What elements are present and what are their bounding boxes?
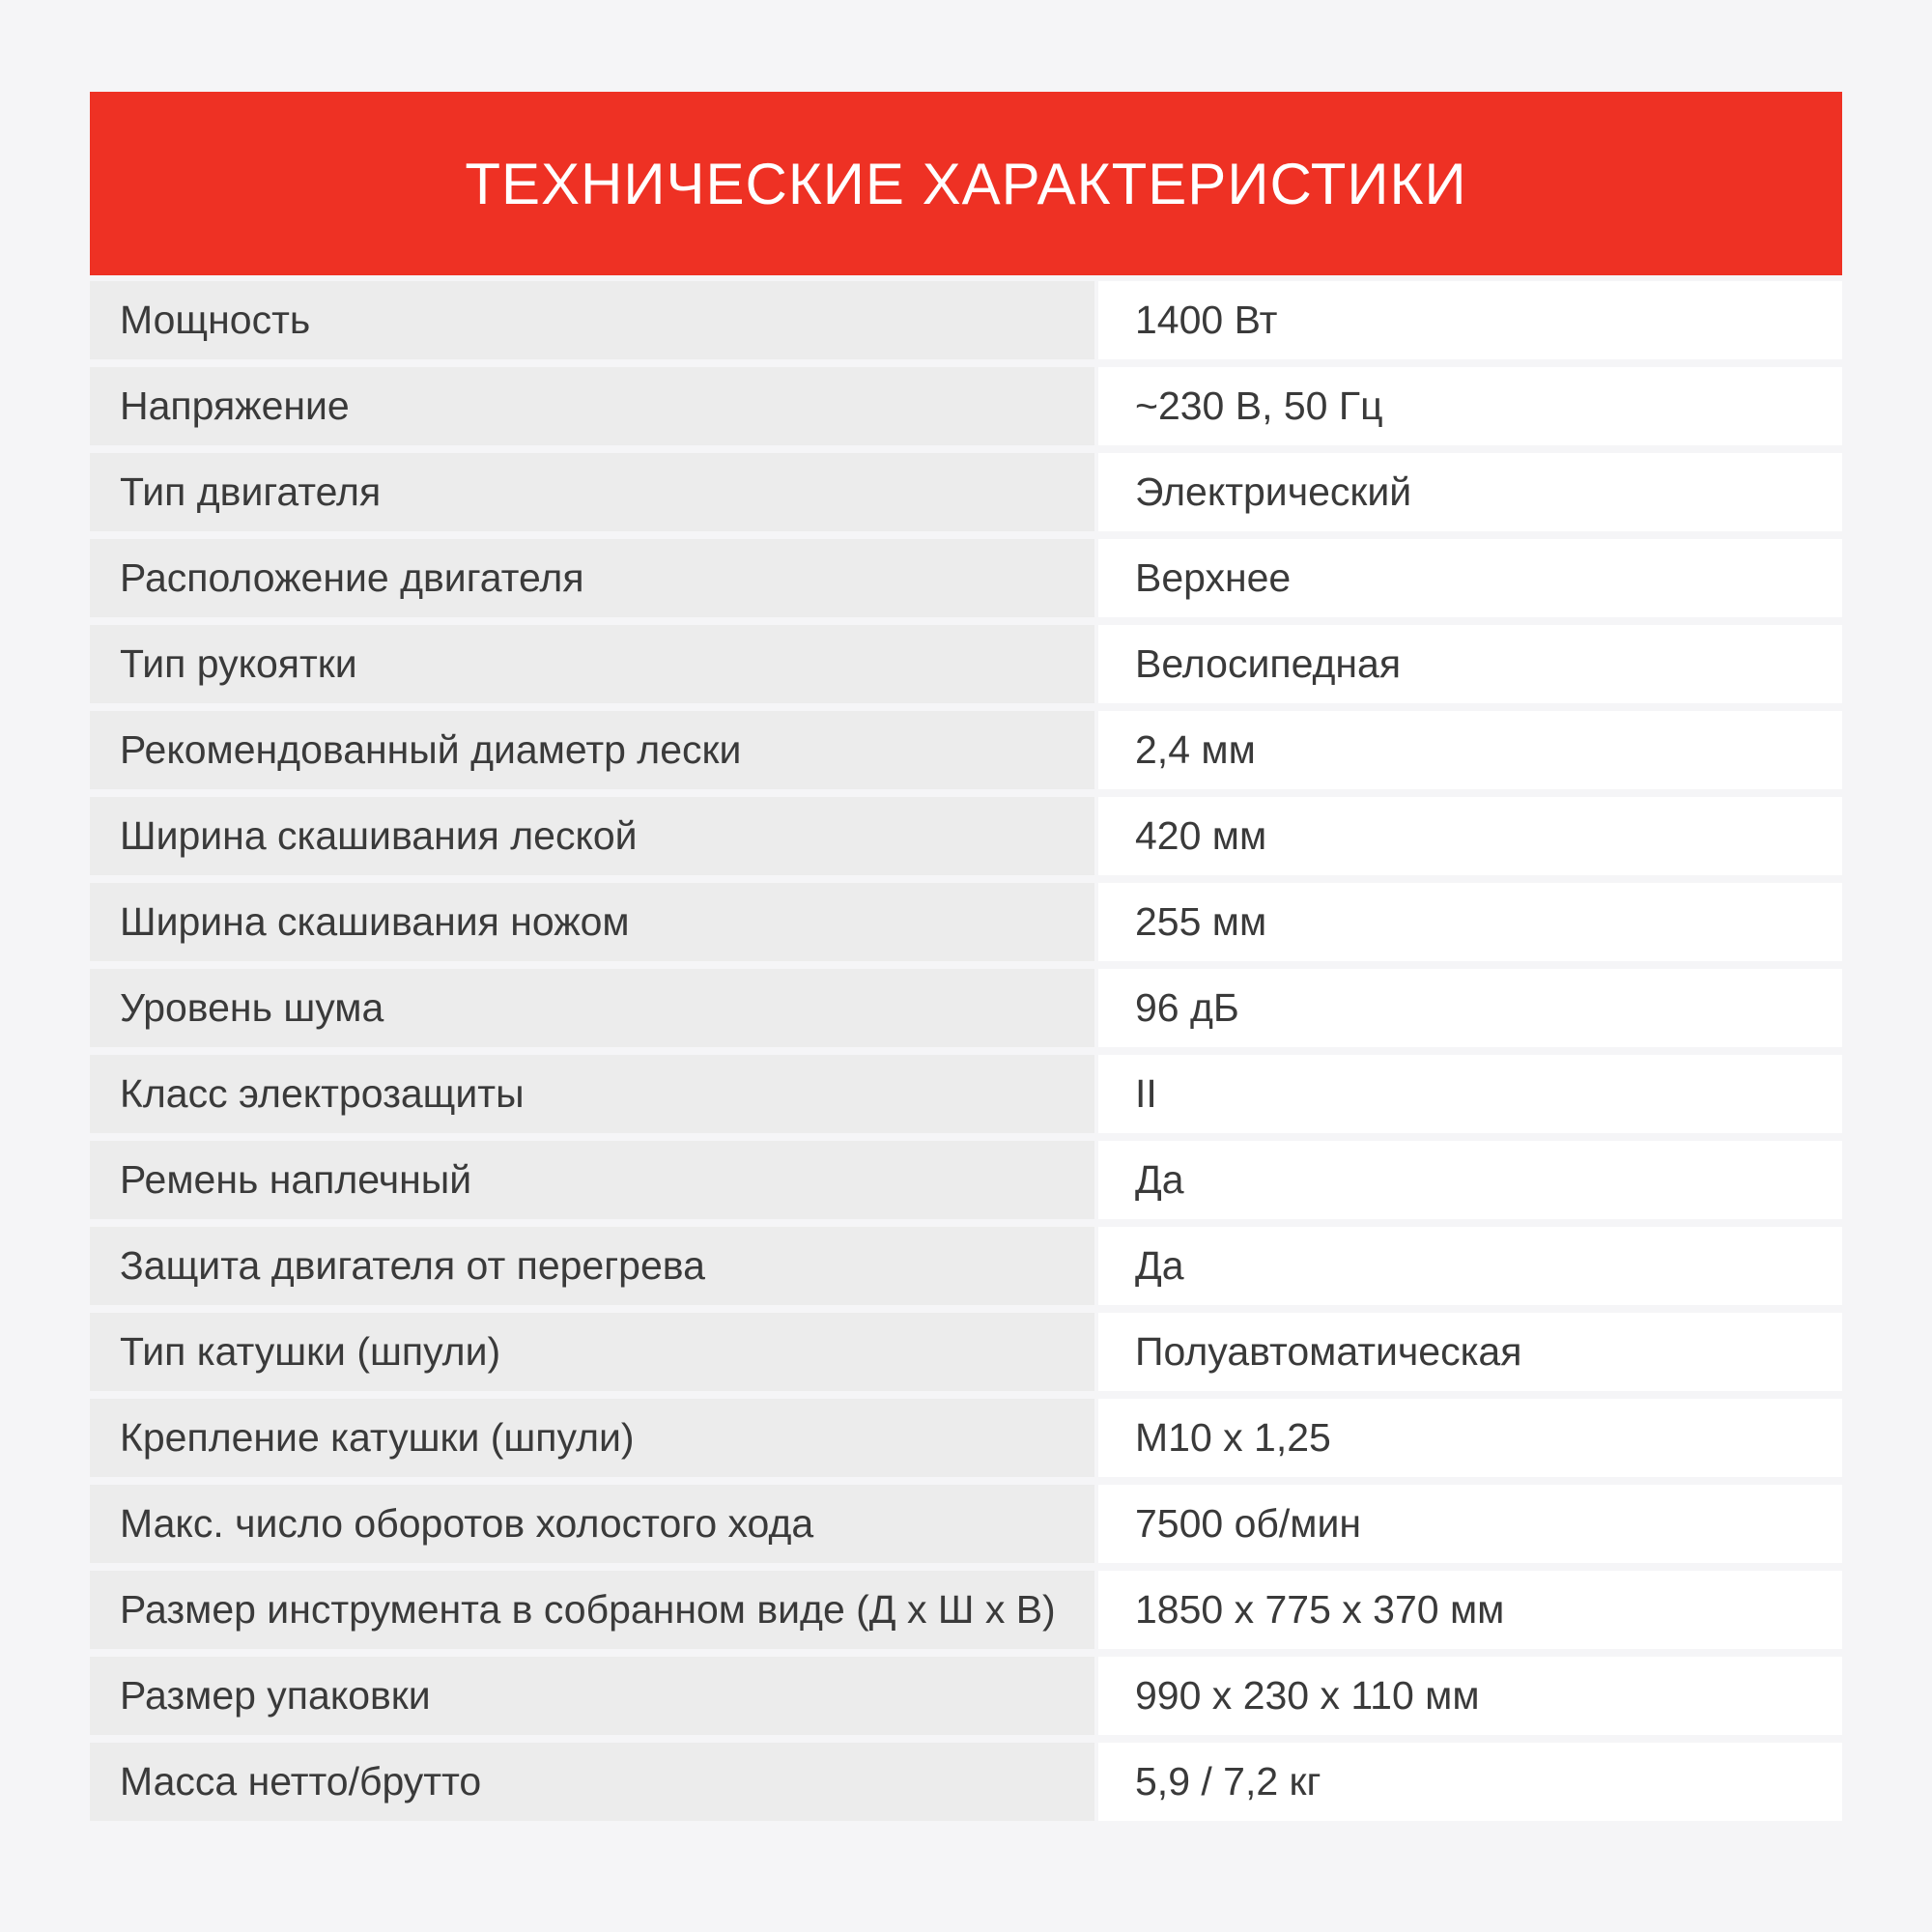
table-row bbox=[90, 1657, 1842, 1735]
spec-label: Ширина скашивания леской bbox=[90, 797, 1094, 875]
table-row bbox=[90, 1141, 1842, 1219]
specs-table bbox=[90, 92, 1842, 1829]
table-row bbox=[90, 969, 1842, 1047]
spec-label: Рекомендованный диаметр лески bbox=[90, 711, 1094, 789]
spec-label: Класс электрозащиты bbox=[90, 1055, 1094, 1133]
spec-label: Размер упаковки bbox=[90, 1657, 1094, 1735]
table-row bbox=[90, 1571, 1842, 1649]
spec-label: Тип рукоятки bbox=[90, 625, 1094, 703]
spec-value: 990 х 230 х 110 мм bbox=[1098, 1657, 1842, 1735]
table-header-banner bbox=[90, 92, 1842, 275]
table-title: ТЕХНИЧЕСКИЕ ХАРАКТЕРИСТИКИ bbox=[465, 151, 1467, 216]
table-row bbox=[90, 281, 1842, 359]
spec-value: II bbox=[1098, 1055, 1842, 1133]
spec-label: Размер инструмента в собранном виде (Д х Ш х В) bbox=[90, 1571, 1094, 1649]
spec-value: 420 мм bbox=[1098, 797, 1842, 875]
table-row bbox=[90, 1227, 1842, 1305]
spec-label: Мощность bbox=[90, 281, 1094, 359]
spec-value: Да bbox=[1098, 1227, 1842, 1305]
table-row bbox=[90, 453, 1842, 531]
spec-value: M10 x 1,25 bbox=[1098, 1399, 1842, 1477]
table-row bbox=[90, 711, 1842, 789]
table-row bbox=[90, 797, 1842, 875]
table-row bbox=[90, 1743, 1842, 1821]
spec-label: Крепление катушки (шпули) bbox=[90, 1399, 1094, 1477]
spec-value: Велосипедная bbox=[1098, 625, 1842, 703]
spec-label: Тип двигателя bbox=[90, 453, 1094, 531]
spec-value: 7500 об/мин bbox=[1098, 1485, 1842, 1563]
table-row bbox=[90, 367, 1842, 445]
spec-value: Верхнее bbox=[1098, 539, 1842, 617]
spec-value: 255 мм bbox=[1098, 883, 1842, 961]
table-row bbox=[90, 539, 1842, 617]
table-row bbox=[90, 1485, 1842, 1563]
spec-value: 5,9 / 7,2 кг bbox=[1098, 1743, 1842, 1821]
spec-label: Ширина скашивания ножом bbox=[90, 883, 1094, 961]
table-row bbox=[90, 625, 1842, 703]
table-row bbox=[90, 1313, 1842, 1391]
spec-value: Да bbox=[1098, 1141, 1842, 1219]
spec-label: Расположение двигателя bbox=[90, 539, 1094, 617]
spec-label: Макс. число оборотов холостого хода bbox=[90, 1485, 1094, 1563]
spec-value: Полуавтоматическая bbox=[1098, 1313, 1842, 1391]
spec-value: 1850 х 775 х 370 мм bbox=[1098, 1571, 1842, 1649]
spec-label: Тип катушки (шпули) bbox=[90, 1313, 1094, 1391]
spec-label: Ремень наплечный bbox=[90, 1141, 1094, 1219]
table-row bbox=[90, 1399, 1842, 1477]
spec-label: Масса нетто/брутто bbox=[90, 1743, 1094, 1821]
spec-value: Электрический bbox=[1098, 453, 1842, 531]
spec-label: Напряжение bbox=[90, 367, 1094, 445]
spec-label: Уровень шума bbox=[90, 969, 1094, 1047]
spec-value: 1400 Вт bbox=[1098, 281, 1842, 359]
table-row bbox=[90, 1055, 1842, 1133]
spec-value: ~230 В, 50 Гц bbox=[1098, 367, 1842, 445]
spec-value: 2,4 мм bbox=[1098, 711, 1842, 789]
table-row bbox=[90, 883, 1842, 961]
spec-label: Защита двигателя от перегрева bbox=[90, 1227, 1094, 1305]
table-body bbox=[90, 281, 1842, 1821]
spec-value: 96 дБ bbox=[1098, 969, 1842, 1047]
